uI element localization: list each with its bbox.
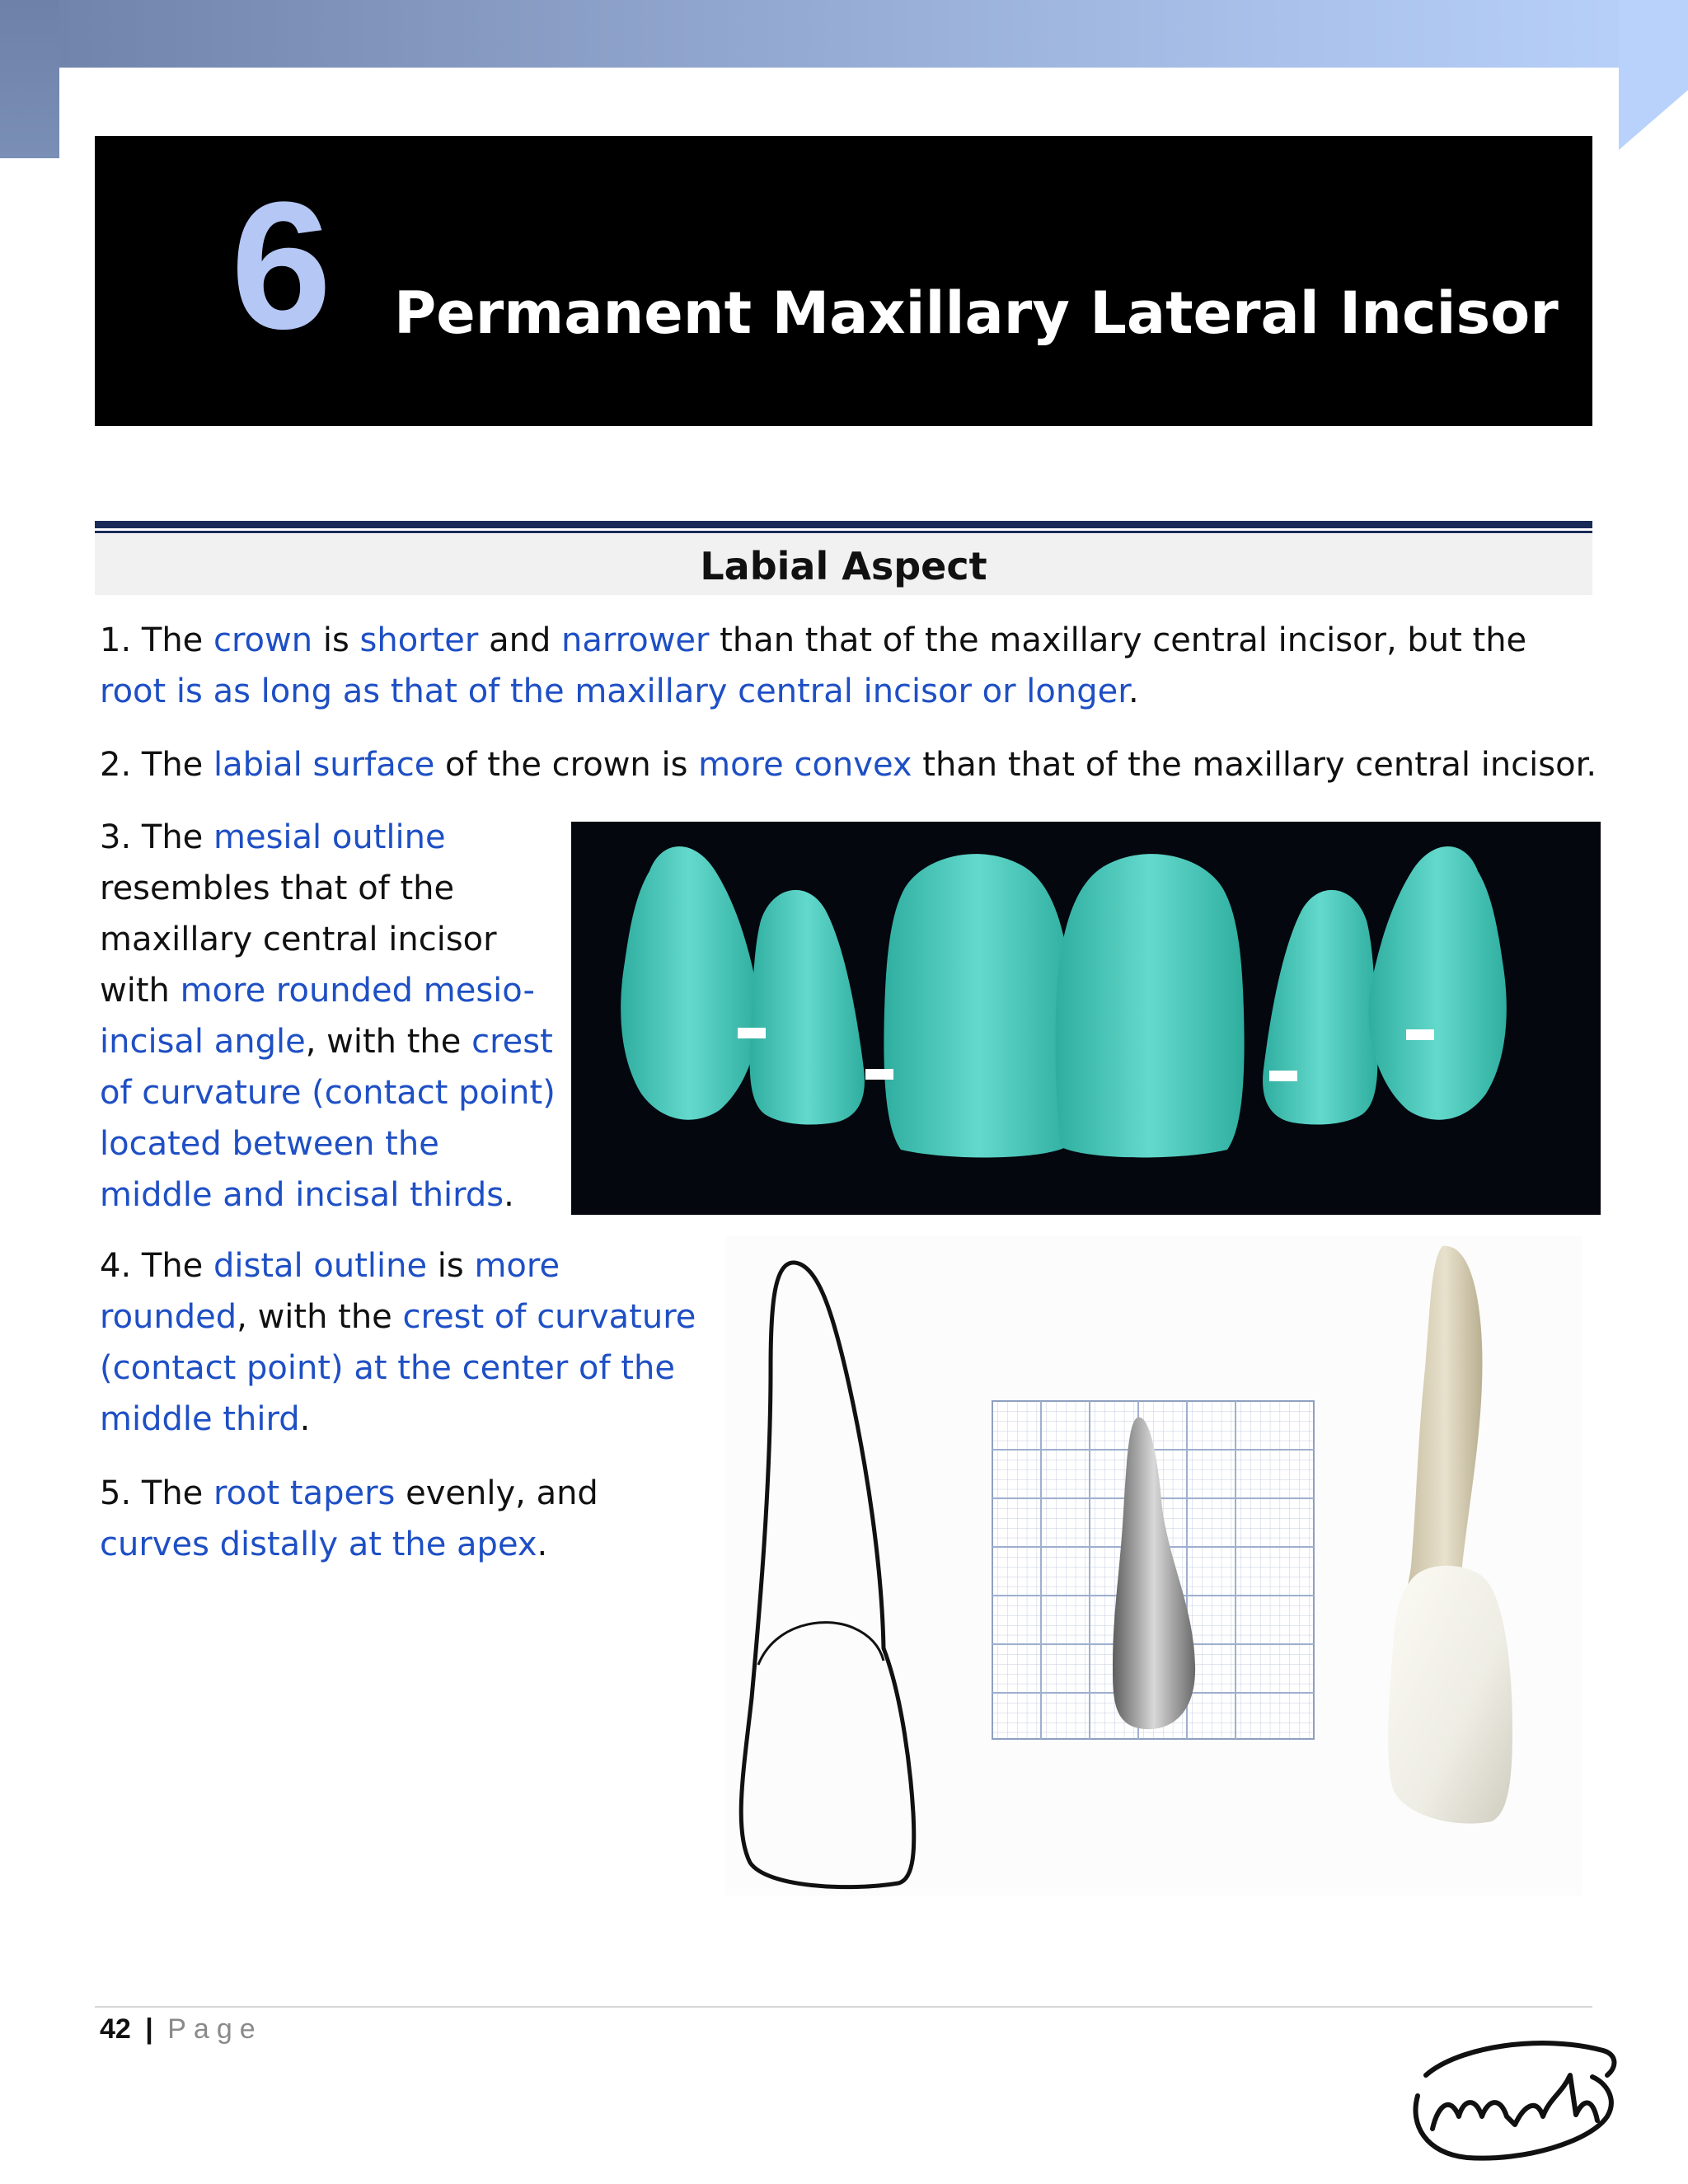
point-5 bbox=[100, 1468, 714, 1570]
page-number: 42 bbox=[100, 2013, 131, 2045]
point-text: 1. The bbox=[100, 621, 213, 659]
page-footer bbox=[100, 2013, 263, 2046]
highlighted-term: shorter bbox=[359, 621, 479, 659]
teeth-photo bbox=[571, 822, 1601, 1215]
highlighted-term: mesial outline bbox=[213, 818, 446, 856]
point-text: than that of the maxillary central incisor, but the bbox=[709, 621, 1527, 659]
highlighted-term: more convex bbox=[698, 746, 912, 784]
point-text: and bbox=[478, 621, 562, 659]
point-text: . bbox=[504, 1176, 514, 1214]
page-word: Page bbox=[167, 2013, 263, 2045]
left-decorative-tab bbox=[0, 0, 59, 158]
highlighted-term: root is as long as that of the maxillary central incisor or longer bbox=[100, 673, 1128, 710]
point-4 bbox=[100, 1240, 714, 1445]
point-text: , with the bbox=[237, 1298, 403, 1336]
highlighted-term: curves distally at the apex bbox=[100, 1526, 537, 1563]
highlighted-term: labial surface bbox=[213, 746, 435, 784]
point-text: resembles that of the maxillary central incisor with bbox=[100, 869, 497, 1010]
footer-rule bbox=[95, 2006, 1592, 2008]
section-title: Labial Aspect bbox=[700, 544, 987, 588]
highlighted-term: narrower bbox=[561, 621, 710, 659]
top-decorative-band bbox=[0, 0, 1688, 68]
point-text: 5. The bbox=[100, 1474, 213, 1512]
footer-separator: | bbox=[145, 2013, 153, 2045]
point-text: 4. The bbox=[100, 1247, 213, 1285]
point-2 bbox=[100, 739, 1633, 790]
highlighted-term: more rounded bbox=[100, 1247, 560, 1336]
highlighted-term: distal outline bbox=[213, 1247, 428, 1285]
signature-logo bbox=[1401, 2018, 1624, 2174]
point-text: . bbox=[537, 1526, 548, 1563]
section-rule-thin bbox=[95, 531, 1592, 533]
point-text: of the crown is bbox=[434, 746, 699, 784]
chapter-number: 6 bbox=[231, 164, 332, 367]
point-3 bbox=[100, 812, 561, 1221]
point-text: evenly, and bbox=[395, 1474, 598, 1512]
highlighted-term: crown bbox=[213, 621, 313, 659]
highlighted-term: crest of curvature (contact point) located between the middle and incisal thirds bbox=[100, 1023, 556, 1214]
point-text: is bbox=[427, 1247, 475, 1285]
highlighted-term: more rounded mesio-incisal angle bbox=[100, 972, 535, 1061]
point-text: , with the bbox=[305, 1023, 472, 1061]
tooth-illustrations-image bbox=[725, 1236, 1582, 1896]
point-text: than that of the maxillary central incisor. bbox=[912, 746, 1597, 784]
highlighted-term: crest of curvature (contact point) at the center of the middle third bbox=[100, 1298, 696, 1438]
highlighted-term: root tapers bbox=[213, 1474, 396, 1512]
point-text: is bbox=[312, 621, 360, 659]
point-text: 2. The bbox=[100, 746, 213, 784]
right-decorative-tab bbox=[1619, 0, 1688, 150]
point-text: . bbox=[299, 1400, 311, 1438]
tooth-illustrations bbox=[725, 1236, 1582, 1896]
chapter-title: Permanent Maxillary Lateral Incisor bbox=[394, 279, 1559, 347]
point-text: 3. The bbox=[100, 818, 213, 856]
point-1 bbox=[100, 615, 1596, 717]
section-rule-thick bbox=[95, 521, 1592, 528]
point-text: . bbox=[1128, 673, 1139, 710]
teeth-photo-image bbox=[571, 822, 1601, 1215]
